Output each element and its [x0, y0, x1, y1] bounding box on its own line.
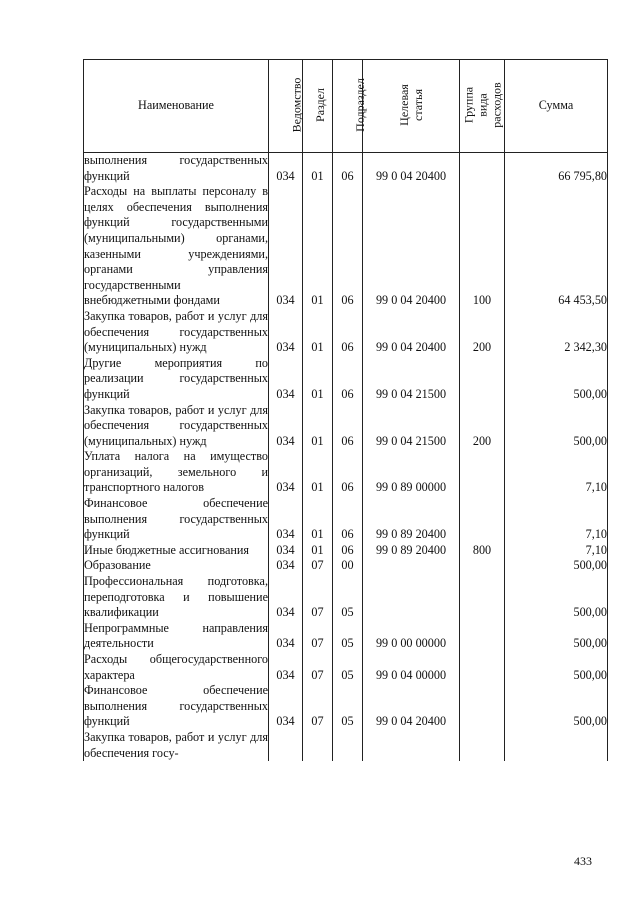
row-name: Расходы общегосударственного характера	[84, 652, 268, 682]
row-dept: 034	[269, 652, 303, 683]
row-target: 99 0 04 00000	[363, 652, 460, 683]
row-name: Уплата налога на имущество организаций, земельного и транспортного налогов	[84, 449, 268, 495]
row-name: Закупка товаров, работ и услуг для обеспечения государственных (муниципальных) нужд	[84, 402, 268, 448]
row-group	[460, 558, 505, 574]
row-group	[460, 730, 505, 761]
row-subsection: 06	[333, 496, 363, 543]
row-group: 100	[460, 184, 505, 309]
row-section: 07	[303, 683, 333, 730]
row-section: 01	[303, 403, 333, 450]
row-group: 200	[460, 309, 505, 356]
row-subsection: 06	[333, 184, 363, 309]
row-section: 01	[303, 496, 333, 543]
row-subsection	[333, 730, 363, 761]
row-subsection: 06	[333, 153, 363, 185]
header-target-article: Целевая статья	[363, 60, 460, 153]
row-name: Непрограммные направления деятельности	[84, 620, 268, 651]
table-row	[84, 449, 608, 496]
row-amount: 64 453,50	[505, 184, 608, 309]
row-name: Закупка товаров, работ и услуг для обеспечения госу-	[84, 729, 268, 760]
row-section	[303, 730, 333, 761]
row-section: 07	[303, 558, 333, 574]
row-subsection: 05	[333, 683, 363, 730]
header-name: Наименование	[84, 60, 269, 153]
page-number: 433	[574, 854, 592, 868]
row-target: 99 0 00 00000	[363, 621, 460, 652]
row-name: выполнения государственных функций	[84, 153, 268, 183]
header-subsection: Подраздел	[333, 60, 363, 153]
row-name: Образование	[84, 558, 269, 574]
row-subsection: 06	[333, 356, 363, 403]
row-section: 07	[303, 574, 333, 621]
row-dept: 034	[269, 683, 303, 730]
row-group	[460, 449, 505, 496]
table-body	[84, 153, 608, 762]
row-dept: 034	[269, 153, 303, 185]
row-group	[460, 153, 505, 185]
row-section: 01	[303, 184, 333, 309]
row-target: 99 0 89 20400	[363, 543, 460, 559]
row-target: 99 0 04 20400	[363, 184, 460, 309]
row-group	[460, 574, 505, 621]
table-row	[84, 356, 608, 403]
row-amount: 500,00	[505, 621, 608, 652]
row-group: 200	[460, 403, 505, 450]
row-section: 07	[303, 621, 333, 652]
row-name: Закупка товаров, работ и услуг для обеспечения государственных (муниципальных) нужд	[84, 308, 268, 355]
row-amount: 2 342,30	[505, 309, 608, 356]
row-section: 07	[303, 652, 333, 683]
row-target: 99 0 89 20400	[363, 496, 460, 543]
row-dept: 034	[269, 356, 303, 403]
row-group	[460, 496, 505, 543]
row-dept: 034	[269, 403, 303, 450]
row-dept: 034	[269, 621, 303, 652]
row-section: 01	[303, 309, 333, 356]
row-amount: 7,10	[505, 543, 608, 559]
row-name: Иные бюджетные ассигнования	[84, 543, 269, 559]
row-dept: 034	[269, 184, 303, 309]
table-row	[84, 309, 608, 356]
row-group: 800	[460, 543, 505, 559]
row-dept: 034	[269, 449, 303, 496]
row-group	[460, 683, 505, 730]
table-row	[84, 621, 608, 652]
row-group	[460, 356, 505, 403]
row-amount: 500,00	[505, 558, 608, 574]
row-subsection: 05	[333, 574, 363, 621]
header-expense-group: Группа вида расходов	[460, 60, 505, 153]
row-name: Финансовое обеспечение выполнения государственных функций	[84, 683, 268, 729]
row-name: Расходы на выплаты персоналу в целях обеспечения выполнения функций государственными (муниципальными) органами, казенными учреждениями, органами управления государственными внебюджетными фондами	[84, 184, 268, 308]
row-group	[460, 652, 505, 683]
table-row	[84, 558, 608, 574]
row-target	[363, 730, 460, 761]
row-amount: 500,00	[505, 652, 608, 683]
table-row	[84, 496, 608, 543]
row-subsection: 06	[333, 309, 363, 356]
row-target: 99 0 04 21500	[363, 356, 460, 403]
header-amount: Сумма	[505, 60, 608, 153]
row-subsection: 05	[333, 652, 363, 683]
row-amount: 500,00	[505, 574, 608, 621]
row-amount: 500,00	[505, 356, 608, 403]
row-section: 01	[303, 449, 333, 496]
row-target: 99 0 04 20400	[363, 153, 460, 185]
row-amount: 66 795,80	[505, 153, 608, 185]
row-amount: 7,10	[505, 496, 608, 543]
table-row	[84, 683, 608, 730]
row-amount: 500,00	[505, 683, 608, 730]
budget-table	[83, 59, 608, 761]
row-section: 01	[303, 153, 333, 185]
row-target: 99 0 89 00000	[363, 449, 460, 496]
row-dept	[269, 730, 303, 761]
row-name: Финансовое обеспечение выполнения государственных функций	[84, 496, 268, 542]
row-subsection: 05	[333, 621, 363, 652]
header-dept: Ведомство	[269, 60, 303, 153]
table-row	[84, 574, 608, 621]
table-row	[84, 153, 608, 185]
row-dept: 034	[269, 574, 303, 621]
table-row	[84, 184, 608, 309]
row-amount: 500,00	[505, 403, 608, 450]
row-dept: 034	[269, 496, 303, 543]
row-target: 99 0 04 20400	[363, 683, 460, 730]
table-row	[84, 403, 608, 450]
row-section: 01	[303, 543, 333, 559]
row-target: 99 0 04 20400	[363, 309, 460, 356]
row-name: Профессиональная подготовка, переподготовка и повышение квалификации	[84, 574, 268, 620]
row-subsection: 06	[333, 449, 363, 496]
row-amount: 7,10	[505, 449, 608, 496]
row-group	[460, 621, 505, 652]
row-subsection: 00	[333, 558, 363, 574]
row-target	[363, 558, 460, 574]
row-dept: 034	[269, 558, 303, 574]
table-row	[84, 652, 608, 683]
row-subsection: 06	[333, 543, 363, 559]
header-section: Раздел	[303, 60, 333, 153]
row-target	[363, 574, 460, 621]
table-header	[84, 60, 608, 153]
table-row	[84, 730, 608, 761]
row-target: 99 0 04 21500	[363, 403, 460, 450]
row-subsection: 06	[333, 403, 363, 450]
table-row	[84, 543, 608, 559]
row-dept: 034	[269, 309, 303, 356]
row-section: 01	[303, 356, 333, 403]
row-amount	[505, 730, 608, 761]
row-dept: 034	[269, 543, 303, 559]
row-name: Другие мероприятия по реализации государственных функций	[84, 355, 268, 401]
